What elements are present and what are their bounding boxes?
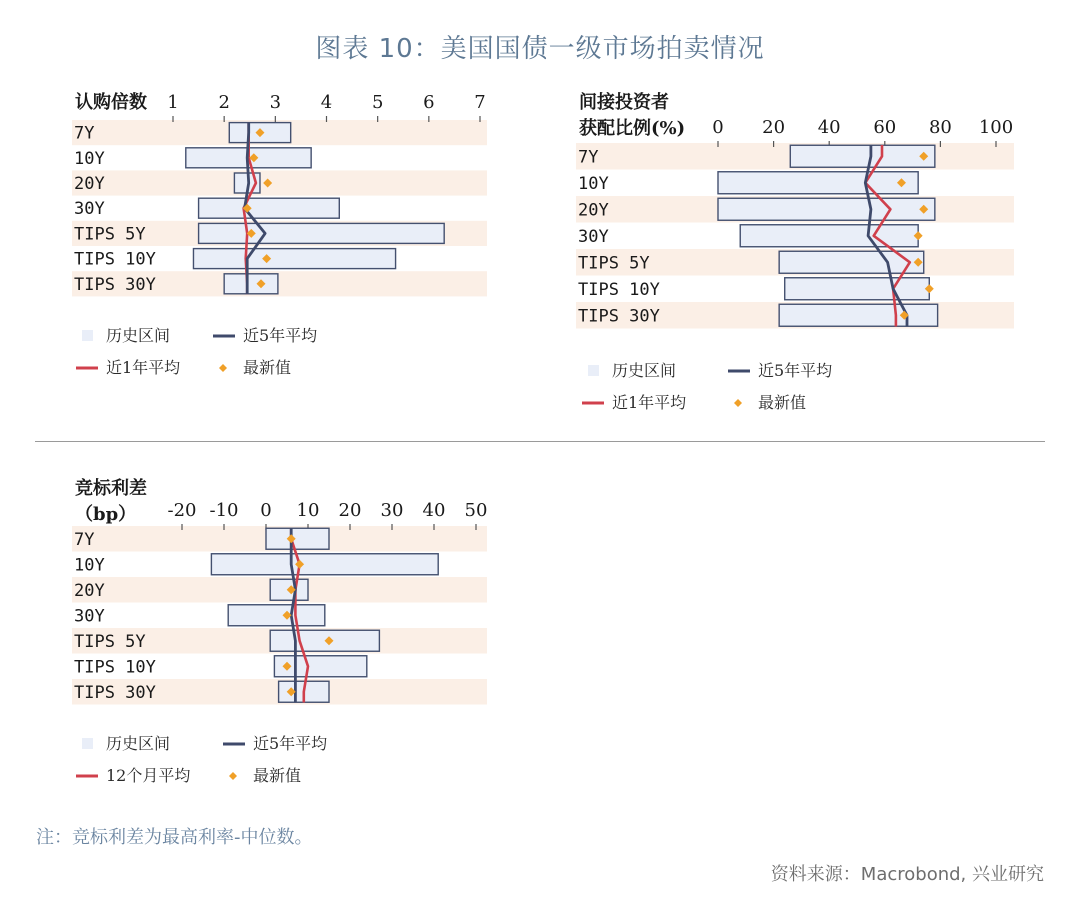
tick-label: 3 xyxy=(269,92,282,113)
axis-title: 获配比例(%) xyxy=(579,118,686,139)
chart-2 xyxy=(576,91,1014,412)
category-label: 7Y xyxy=(74,529,95,550)
chart-1 xyxy=(72,91,487,377)
tick-label: 80 xyxy=(928,117,952,138)
range-bar xyxy=(785,278,930,300)
legend-label-latest: 最新值 xyxy=(253,766,302,785)
category-label: TIPS 10Y xyxy=(74,249,156,270)
category-label: TIPS 5Y xyxy=(74,631,146,652)
category-label: TIPS 30Y xyxy=(74,682,156,703)
tick-label: 2 xyxy=(218,92,230,113)
legend-label-range: 历史区间 xyxy=(106,734,171,753)
range-bar xyxy=(228,605,325,626)
category-label: 30Y xyxy=(578,226,609,247)
tick-label: 20 xyxy=(762,117,786,138)
legend-swatch-latest xyxy=(219,364,227,372)
category-label: 10Y xyxy=(578,173,609,194)
range-bar xyxy=(199,223,445,243)
category-label: 30Y xyxy=(74,199,105,220)
category-label: 30Y xyxy=(74,606,105,627)
legend-label-avg1y: 近1年平均 xyxy=(106,358,181,377)
tick-label: 6 xyxy=(423,92,435,113)
legend-label-avg5y: 近5年平均 xyxy=(243,326,318,345)
tick-label: 0 xyxy=(712,117,724,138)
range-bar xyxy=(193,249,395,269)
tick-label: 4 xyxy=(320,92,333,113)
tick-label: 10 xyxy=(296,500,320,521)
category-label: TIPS 10Y xyxy=(74,657,156,678)
tick-label: -10 xyxy=(209,500,239,521)
page-title: 图表 10：美国国债一级市场拍卖情况 xyxy=(315,34,765,64)
range-bar xyxy=(740,225,918,247)
legend-label-range: 历史区间 xyxy=(612,361,677,380)
tick-label: 40 xyxy=(817,117,841,138)
legend-label-latest: 最新值 xyxy=(758,393,807,412)
range-bar xyxy=(211,554,438,575)
axis-title: 间接投资者 xyxy=(579,92,669,113)
category-label: TIPS 5Y xyxy=(578,253,650,274)
footnote: 注：竞标利差为最高利率-中位数。 xyxy=(36,827,313,848)
chart-3 xyxy=(72,477,487,785)
legend-label-range: 历史区间 xyxy=(106,326,171,345)
legend-swatch-latest xyxy=(229,772,237,780)
range-bar xyxy=(790,145,935,167)
range-bar xyxy=(718,172,918,194)
legend-swatch-range xyxy=(82,330,93,341)
axis-title: （bp） xyxy=(75,504,137,525)
row-band xyxy=(72,170,487,195)
legend-swatch-range xyxy=(82,738,93,749)
range-bar xyxy=(224,274,278,294)
category-label: 10Y xyxy=(74,148,105,169)
tick-label: 0 xyxy=(260,500,272,521)
legend-label-avg5y: 近5年平均 xyxy=(253,734,328,753)
legend-label-avg5y: 近5年平均 xyxy=(758,361,833,380)
category-label: 20Y xyxy=(74,174,105,194)
category-label: TIPS 30Y xyxy=(578,306,660,327)
range-bar xyxy=(266,528,329,549)
legend-label-avg1y: 12个月平均 xyxy=(106,766,191,785)
range-bar xyxy=(199,198,340,218)
category-label: 10Y xyxy=(74,555,105,576)
category-label: 20Y xyxy=(74,580,105,601)
tick-label: 40 xyxy=(422,500,446,521)
category-label: 20Y xyxy=(578,200,609,221)
legend-swatch-range xyxy=(588,365,599,376)
category-label: TIPS 10Y xyxy=(578,279,660,300)
category-label: TIPS 5Y xyxy=(74,224,146,245)
category-label: 7Y xyxy=(74,123,95,144)
tick-label: 20 xyxy=(338,500,362,521)
legend-label-avg1y: 近1年平均 xyxy=(612,393,687,412)
section-divider xyxy=(35,441,1045,442)
range-bar xyxy=(779,304,937,326)
source-note: 资料来源：Macrobond, 兴业研究 xyxy=(770,864,1044,885)
category-label: TIPS 30Y xyxy=(74,274,156,295)
legend-label-latest: 最新值 xyxy=(243,358,292,377)
range-bar xyxy=(779,251,924,273)
tick-label: 60 xyxy=(873,117,897,138)
tick-label: 30 xyxy=(380,500,404,521)
legend-swatch-latest xyxy=(734,399,742,407)
tick-label: 5 xyxy=(371,92,384,113)
tick-label: 1 xyxy=(167,92,179,113)
axis-title: 竞标利差 xyxy=(75,478,147,499)
category-label: 7Y xyxy=(578,147,599,168)
tick-label: 7 xyxy=(474,92,486,113)
tick-label: -20 xyxy=(167,500,197,521)
range-bar xyxy=(718,198,935,220)
tick-label: 50 xyxy=(464,500,488,521)
axis-title: 认购倍数 xyxy=(75,92,147,113)
tick-label: 100 xyxy=(978,117,1014,138)
